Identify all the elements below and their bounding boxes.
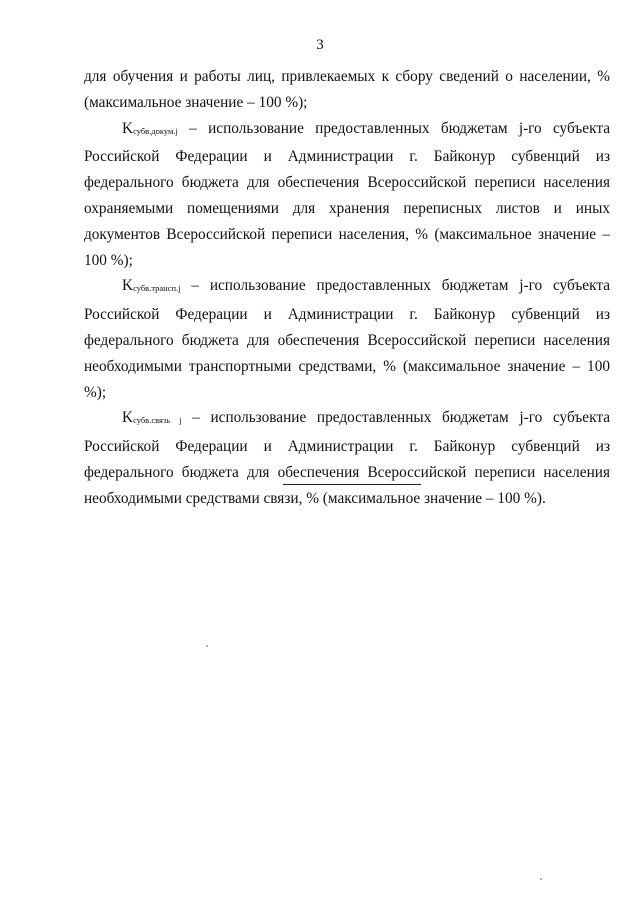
paragraph-k-docs [84,116,610,274]
paragraph-k-transport [84,273,610,405]
paragraph-text: для обучения и работы лиц, привлекаемых к сбору сведений о населении, % (максимальное значение – 100 %); [84,68,610,111]
paragraph-text: – использование предоставленных бюджетам j-го субъекта Российской Федерации и Администрации г. Байконур субвенций из федерального бюджета для обеспечения Всероссийской переписи населения охраняемыми помещениями для хранения переписных листов и иных документов Всероссийской переписи населения, % (максимальное значение – 100 %); [84,119,610,269]
paragraph-text: – использование предоставленных бюджетам j-го субъекта Российской Федерации и Администрации г. Байконур субвенций из федерального бюджета для обеспечения Всероссийской переписи населения необходимыми средствами связи, % (максимальное значение – 100 %). [84,409,610,507]
closing-divider [283,484,421,485]
indicator-subscript: субв.трансп.j [133,283,181,294]
scan-speck [540,878,542,880]
indicator-subscript: субв.связь j [133,415,182,426]
scan-speck [206,645,208,647]
document-body [84,64,610,512]
paragraph-k-communication [84,405,610,511]
indicator-symbol: K [122,119,134,137]
page-number: 3 [316,37,324,53]
indicator-subscript: субв.докум.j [133,125,178,136]
indicator-symbol: K [122,277,134,295]
indicator-symbol: K [122,409,134,427]
paragraph-text: – использование предоставленных бюджетам j-го субъекта Российской Федерации и Администрации г. Байконур субвенций из федерального бюджета для обеспечения Всероссийской переписи населения необходимыми транспортными средствами, % (максимальное значение – 100 %); [84,277,610,401]
paragraph-continuation [84,64,610,116]
